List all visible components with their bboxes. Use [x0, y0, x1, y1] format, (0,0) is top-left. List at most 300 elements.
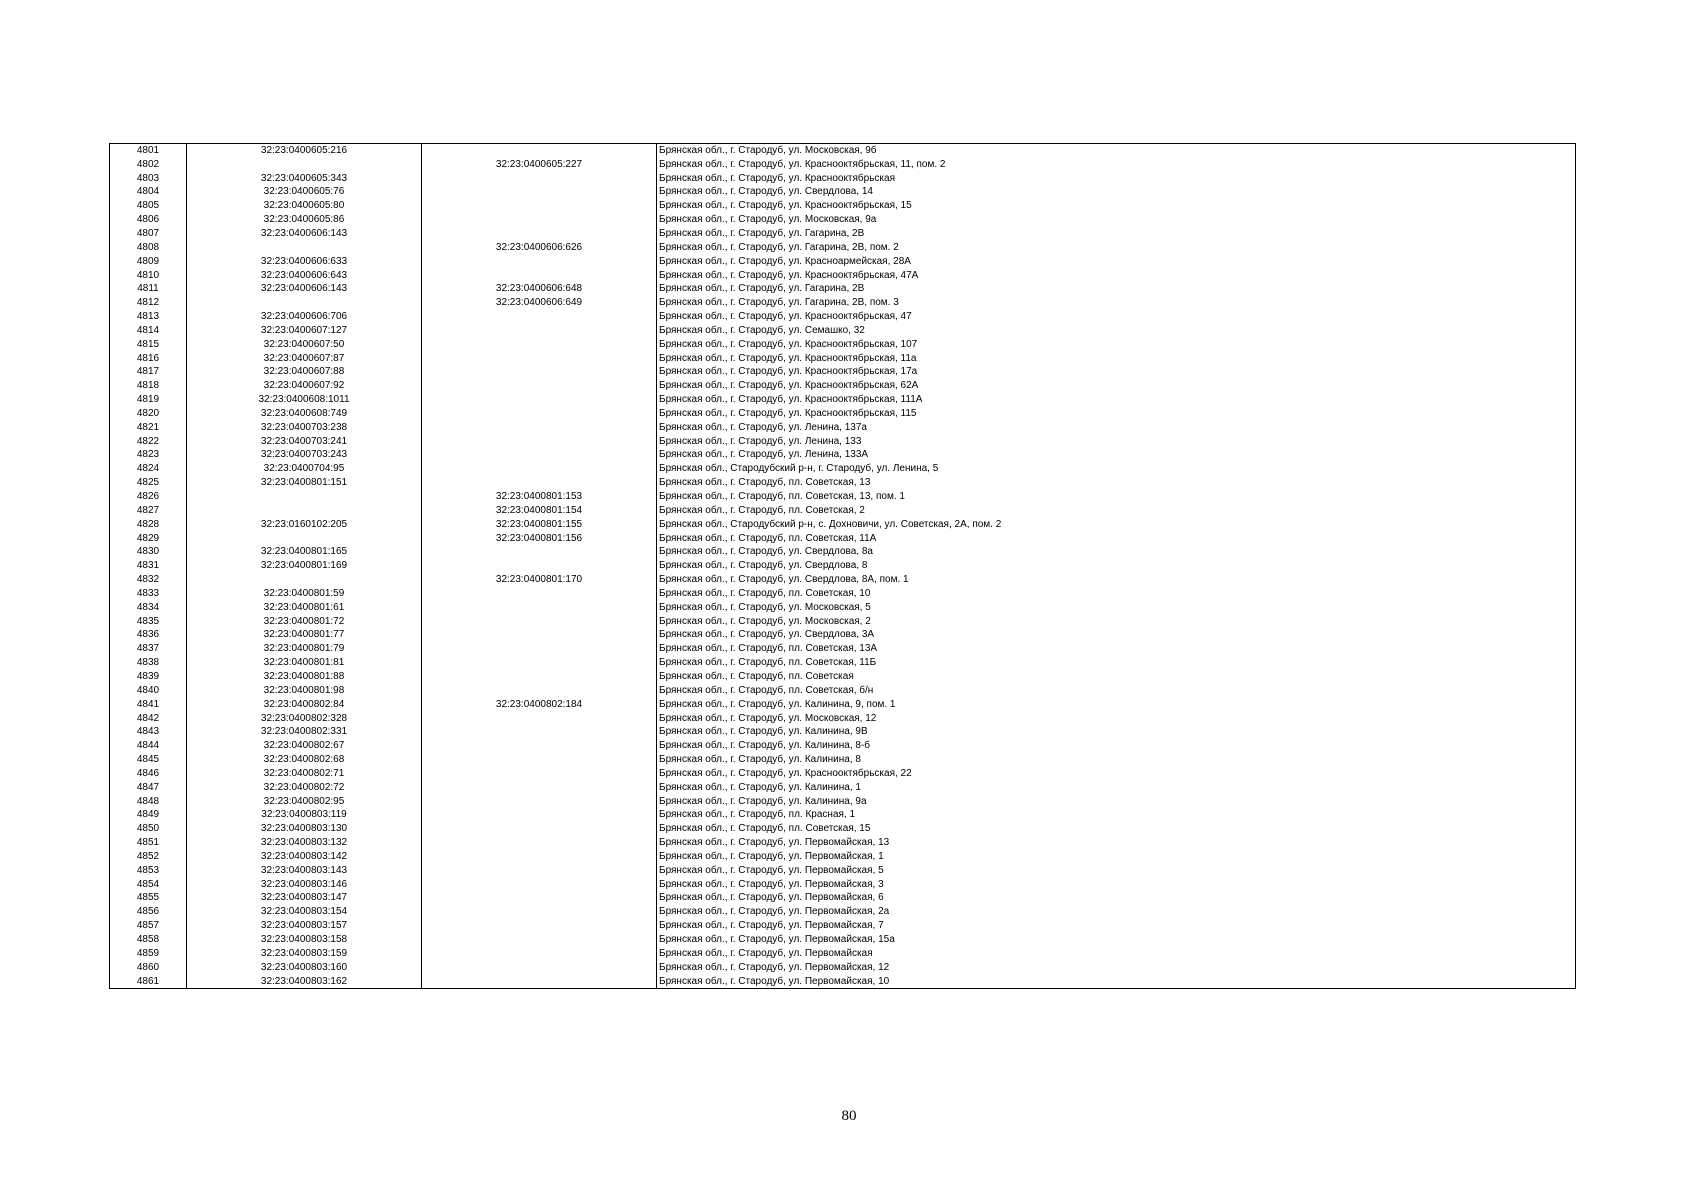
address-cell: Брянская обл., Стародубский р-н, с. Дохновичи, ул. Советская, 2А, пом. 2	[657, 518, 1576, 532]
linked-cadastral-number-cell	[422, 642, 657, 656]
address-cell: Брянская обл., г. Стародуб, ул. Краснооктябрьская, 11, пом. 2	[657, 158, 1576, 172]
table-row	[110, 476, 1576, 490]
cadastral-number-cell: 32:23:0400606:706	[187, 310, 422, 324]
row-number-cell: 4852	[110, 850, 187, 864]
address-cell: Брянская обл., г. Стародуб, ул. Калинина, 9а	[657, 795, 1576, 809]
table-row	[110, 186, 1576, 200]
row-number-cell: 4810	[110, 269, 187, 283]
registry-body	[110, 144, 1576, 989]
address-cell: Брянская обл., г. Стародуб, ул. Гагарина, 2В, пом. 3	[657, 296, 1576, 310]
linked-cadastral-number-cell	[422, 449, 657, 463]
address-cell: Брянская обл., г. Стародуб, ул. Свердлова, 8А, пом. 1	[657, 573, 1576, 587]
address-cell: Брянская обл., г. Стародуб, ул. Краснооктябрьская	[657, 172, 1576, 186]
cadastral-number-cell: 32:23:0400802:328	[187, 712, 422, 726]
row-number-cell: 4842	[110, 712, 187, 726]
address-cell: Брянская обл., г. Стародуб, ул. Калинина, 8	[657, 753, 1576, 767]
row-number-cell: 4812	[110, 296, 187, 310]
cadastral-number-cell	[187, 490, 422, 504]
cadastral-number-cell: 32:23:0400803:160	[187, 961, 422, 975]
row-number-cell: 4813	[110, 310, 187, 324]
table-row	[110, 795, 1576, 809]
address-cell: Брянская обл., г. Стародуб, пл. Советская, 11А	[657, 532, 1576, 546]
table-row	[110, 587, 1576, 601]
cadastral-number-cell: 32:23:0400607:88	[187, 366, 422, 380]
table-row	[110, 449, 1576, 463]
row-number-cell: 4805	[110, 199, 187, 213]
row-number-cell: 4820	[110, 407, 187, 421]
table-row	[110, 462, 1576, 476]
row-number-cell: 4802	[110, 158, 187, 172]
cadastral-number-cell: 32:23:0400803:157	[187, 919, 422, 933]
address-cell: Брянская обл., г. Стародуб, ул. Краснооктябрьская, 62А	[657, 379, 1576, 393]
row-number-cell: 4821	[110, 421, 187, 435]
table-row	[110, 324, 1576, 338]
address-cell: Брянская обл., г. Стародуб, ул. Гагарина, 2В	[657, 282, 1576, 296]
linked-cadastral-number-cell	[422, 366, 657, 380]
row-number-cell: 4803	[110, 172, 187, 186]
address-cell: Брянская обл., г. Стародуб, ул. Семашко, 32	[657, 324, 1576, 338]
linked-cadastral-number-cell	[422, 587, 657, 601]
table-row	[110, 642, 1576, 656]
table-row	[110, 947, 1576, 961]
row-number-cell: 4843	[110, 725, 187, 739]
row-number-cell: 4824	[110, 462, 187, 476]
cadastral-number-cell: 32:23:0400605:216	[187, 144, 422, 158]
row-number-cell: 4811	[110, 282, 187, 296]
linked-cadastral-number-cell: 32:23:0400606:649	[422, 296, 657, 310]
linked-cadastral-number-cell	[422, 712, 657, 726]
linked-cadastral-number-cell	[422, 919, 657, 933]
linked-cadastral-number-cell	[422, 462, 657, 476]
row-number-cell: 4851	[110, 836, 187, 850]
row-number-cell: 4833	[110, 587, 187, 601]
row-number-cell: 4832	[110, 573, 187, 587]
table-row	[110, 504, 1576, 518]
cadastral-number-cell: 32:23:0400801:72	[187, 615, 422, 629]
cadastral-number-cell: 32:23:0400802:68	[187, 753, 422, 767]
table-row	[110, 767, 1576, 781]
linked-cadastral-number-cell	[422, 421, 657, 435]
row-number-cell: 4850	[110, 822, 187, 836]
linked-cadastral-number-cell	[422, 878, 657, 892]
cadastral-number-cell: 32:23:0400801:81	[187, 656, 422, 670]
cadastral-number-cell: 32:23:0400703:243	[187, 449, 422, 463]
table-row	[110, 698, 1576, 712]
linked-cadastral-number-cell	[422, 393, 657, 407]
cadastral-number-cell: 32:23:0400803:143	[187, 864, 422, 878]
cadastral-number-cell: 32:23:0400801:169	[187, 559, 422, 573]
cadastral-number-cell: 32:23:0400802:71	[187, 767, 422, 781]
linked-cadastral-number-cell	[422, 435, 657, 449]
table-row	[110, 753, 1576, 767]
table-row	[110, 601, 1576, 615]
address-cell: Брянская обл., г. Стародуб, ул. Калинина, 8-б	[657, 739, 1576, 753]
row-number-cell: 4861	[110, 975, 187, 989]
linked-cadastral-number-cell	[422, 947, 657, 961]
address-cell: Брянская обл., г. Стародуб, ул. Калинина, 9, пом. 1	[657, 698, 1576, 712]
linked-cadastral-number-cell: 32:23:0400606:626	[422, 241, 657, 255]
linked-cadastral-number-cell	[422, 559, 657, 573]
table-row	[110, 532, 1576, 546]
linked-cadastral-number-cell	[422, 379, 657, 393]
linked-cadastral-number-cell	[422, 864, 657, 878]
row-number-cell: 4806	[110, 213, 187, 227]
cadastral-number-cell: 32:23:0400607:127	[187, 324, 422, 338]
linked-cadastral-number-cell	[422, 850, 657, 864]
linked-cadastral-number-cell: 32:23:0400801:156	[422, 532, 657, 546]
row-number-cell: 4830	[110, 545, 187, 559]
linked-cadastral-number-cell	[422, 961, 657, 975]
table-row	[110, 961, 1576, 975]
cadastral-number-cell: 32:23:0400608:749	[187, 407, 422, 421]
linked-cadastral-number-cell	[422, 795, 657, 809]
address-cell: Брянская обл., г. Стародуб, ул. Первомайская, 1	[657, 850, 1576, 864]
cadastral-number-cell: 32:23:0400606:143	[187, 227, 422, 241]
cadastral-number-cell: 32:23:0400803:147	[187, 892, 422, 906]
address-cell: Брянская обл., г. Стародуб, ул. Первомайская, 6	[657, 892, 1576, 906]
linked-cadastral-number-cell	[422, 767, 657, 781]
address-cell: Брянская обл., г. Стародуб, пл. Советская	[657, 670, 1576, 684]
linked-cadastral-number-cell	[422, 684, 657, 698]
table-row	[110, 379, 1576, 393]
cadastral-number-cell: 32:23:0400605:86	[187, 213, 422, 227]
table-row	[110, 310, 1576, 324]
row-number-cell: 4829	[110, 532, 187, 546]
cadastral-number-cell: 32:23:0400803:146	[187, 878, 422, 892]
row-number-cell: 4849	[110, 809, 187, 823]
linked-cadastral-number-cell	[422, 324, 657, 338]
table-row	[110, 573, 1576, 587]
address-cell: Брянская обл., г. Стародуб, ул. Московская, 9б	[657, 144, 1576, 158]
linked-cadastral-number-cell	[422, 905, 657, 919]
cadastral-number-cell: 32:23:0400803:162	[187, 975, 422, 989]
table-row	[110, 213, 1576, 227]
row-number-cell: 4856	[110, 905, 187, 919]
table-row	[110, 144, 1576, 158]
cadastral-number-cell: 32:23:0400803:130	[187, 822, 422, 836]
linked-cadastral-number-cell: 32:23:0400802:184	[422, 698, 657, 712]
address-cell: Брянская обл., г. Стародуб, ул. Ленина, 133А	[657, 449, 1576, 463]
row-number-cell: 4828	[110, 518, 187, 532]
address-cell: Брянская обл., г. Стародуб, пл. Советская, 13А	[657, 642, 1576, 656]
table-row	[110, 158, 1576, 172]
cadastral-number-cell: 32:23:0400606:143	[187, 282, 422, 296]
linked-cadastral-number-cell	[422, 352, 657, 366]
table-row	[110, 407, 1576, 421]
row-number-cell: 4837	[110, 642, 187, 656]
address-cell: Брянская обл., г. Стародуб, ул. Первомайская, 3	[657, 878, 1576, 892]
table-row	[110, 559, 1576, 573]
cadastral-number-cell: 32:23:0400803:154	[187, 905, 422, 919]
linked-cadastral-number-cell: 32:23:0400801:155	[422, 518, 657, 532]
table-row	[110, 545, 1576, 559]
table-row	[110, 282, 1576, 296]
address-cell: Брянская обл., г. Стародуб, пл. Советская, 15	[657, 822, 1576, 836]
cadastral-number-cell: 32:23:0400606:643	[187, 269, 422, 283]
row-number-cell: 4838	[110, 656, 187, 670]
cadastral-number-cell: 32:23:0400801:77	[187, 629, 422, 643]
cadastral-number-cell: 32:23:0400802:72	[187, 781, 422, 795]
address-cell: Брянская обл., г. Стародуб, пл. Советская, 10	[657, 587, 1576, 601]
row-number-cell: 4825	[110, 476, 187, 490]
linked-cadastral-number-cell	[422, 739, 657, 753]
table-row	[110, 975, 1576, 989]
table-row	[110, 241, 1576, 255]
cadastral-number-cell: 32:23:0400803:119	[187, 809, 422, 823]
address-cell: Брянская обл., г. Стародуб, ул. Ленина, 133	[657, 435, 1576, 449]
table-row	[110, 933, 1576, 947]
linked-cadastral-number-cell	[422, 338, 657, 352]
table-row	[110, 725, 1576, 739]
row-number-cell: 4809	[110, 255, 187, 269]
linked-cadastral-number-cell	[422, 975, 657, 989]
row-number-cell: 4836	[110, 629, 187, 643]
row-number-cell: 4841	[110, 698, 187, 712]
address-cell: Брянская обл., г. Стародуб, пл. Советская, 2	[657, 504, 1576, 518]
linked-cadastral-number-cell	[422, 172, 657, 186]
table-row	[110, 892, 1576, 906]
table-row	[110, 227, 1576, 241]
table-row	[110, 393, 1576, 407]
address-cell: Брянская обл., г. Стародуб, ул. Первомайская, 10	[657, 975, 1576, 989]
row-number-cell: 4858	[110, 933, 187, 947]
address-cell: Брянская обл., г. Стародуб, ул. Гагарина, 2В	[657, 227, 1576, 241]
row-number-cell: 4826	[110, 490, 187, 504]
table-row	[110, 850, 1576, 864]
table-row	[110, 269, 1576, 283]
row-number-cell: 4846	[110, 767, 187, 781]
address-cell: Брянская обл., г. Стародуб, ул. Первомайская, 13	[657, 836, 1576, 850]
table-row	[110, 822, 1576, 836]
cadastral-number-cell: 32:23:0400607:50	[187, 338, 422, 352]
address-cell: Брянская обл., г. Стародуб, ул. Свердлова, 3А	[657, 629, 1576, 643]
row-number-cell: 4818	[110, 379, 187, 393]
row-number-cell: 4804	[110, 186, 187, 200]
row-number-cell: 4835	[110, 615, 187, 629]
row-number-cell: 4801	[110, 144, 187, 158]
address-cell: Брянская обл., г. Стародуб, ул. Первомайская, 15а	[657, 933, 1576, 947]
linked-cadastral-number-cell	[422, 255, 657, 269]
cadastral-number-cell: 32:23:0400606:633	[187, 255, 422, 269]
cadastral-number-cell: 32:23:0400801:61	[187, 601, 422, 615]
table-row	[110, 629, 1576, 643]
cadastral-number-cell: 32:23:0400607:92	[187, 379, 422, 393]
linked-cadastral-number-cell	[422, 213, 657, 227]
cadastral-number-cell: 32:23:0400802:95	[187, 795, 422, 809]
table-row	[110, 172, 1576, 186]
row-number-cell: 4819	[110, 393, 187, 407]
linked-cadastral-number-cell	[422, 822, 657, 836]
cadastral-number-cell	[187, 296, 422, 310]
address-cell: Брянская обл., г. Стародуб, ул. Краснооктябрьская, 115	[657, 407, 1576, 421]
cadastral-number-cell: 32:23:0400605:80	[187, 199, 422, 213]
table-row	[110, 366, 1576, 380]
cadastral-number-cell: 32:23:0400703:241	[187, 435, 422, 449]
cadastral-number-cell: 32:23:0400803:132	[187, 836, 422, 850]
row-number-cell: 4822	[110, 435, 187, 449]
table-row	[110, 878, 1576, 892]
table-row	[110, 684, 1576, 698]
address-cell: Брянская обл., г. Стародуб, ул. Первомайская, 7	[657, 919, 1576, 933]
address-cell: Брянская обл., г. Стародуб, ул. Краснооктябрьская, 107	[657, 338, 1576, 352]
address-cell: Брянская обл., г. Стародуб, ул. Краснооктябрьская, 47	[657, 310, 1576, 324]
cadastral-number-cell	[187, 158, 422, 172]
address-cell: Брянская обл., г. Стародуб, ул. Свердлова, 14	[657, 186, 1576, 200]
table-row	[110, 739, 1576, 753]
address-cell: Брянская обл., г. Стародуб, ул. Первомайская, 2а	[657, 905, 1576, 919]
table-row	[110, 435, 1576, 449]
table-row	[110, 781, 1576, 795]
cadastral-number-cell: 32:23:0400703:238	[187, 421, 422, 435]
table-row	[110, 518, 1576, 532]
linked-cadastral-number-cell	[422, 725, 657, 739]
address-cell: Брянская обл., г. Стародуб, ул. Краснооктябрьская, 22	[657, 767, 1576, 781]
address-cell: Брянская обл., г. Стародуб, ул. Московская, 9а	[657, 213, 1576, 227]
address-cell: Брянская обл., г. Стародуб, ул. Московская, 2	[657, 615, 1576, 629]
cadastral-number-cell: 32:23:0400802:67	[187, 739, 422, 753]
address-cell: Брянская обл., г. Стародуб, ул. Московская, 12	[657, 712, 1576, 726]
linked-cadastral-number-cell	[422, 753, 657, 767]
cadastral-number-cell: 32:23:0400802:84	[187, 698, 422, 712]
registry-table	[109, 143, 1576, 989]
address-cell: Брянская обл., г. Стародуб, пл. Советская, 13	[657, 476, 1576, 490]
page-number: 80	[841, 1108, 857, 1124]
linked-cadastral-number-cell	[422, 227, 657, 241]
linked-cadastral-number-cell: 32:23:0400801:170	[422, 573, 657, 587]
row-number-cell: 4859	[110, 947, 187, 961]
table-row	[110, 615, 1576, 629]
row-number-cell: 4847	[110, 781, 187, 795]
row-number-cell: 4808	[110, 241, 187, 255]
row-number-cell: 4839	[110, 670, 187, 684]
linked-cadastral-number-cell	[422, 407, 657, 421]
row-number-cell: 4814	[110, 324, 187, 338]
cadastral-number-cell	[187, 573, 422, 587]
cadastral-number-cell: 32:23:0400607:87	[187, 352, 422, 366]
row-number-cell: 4816	[110, 352, 187, 366]
cadastral-number-cell: 32:23:0400803:142	[187, 850, 422, 864]
table-row	[110, 809, 1576, 823]
row-number-cell: 4807	[110, 227, 187, 241]
table-row	[110, 421, 1576, 435]
linked-cadastral-number-cell	[422, 144, 657, 158]
row-number-cell: 4827	[110, 504, 187, 518]
cadastral-number-cell: 32:23:0400801:79	[187, 642, 422, 656]
row-number-cell: 4823	[110, 449, 187, 463]
linked-cadastral-number-cell	[422, 809, 657, 823]
cadastral-number-cell: 32:23:0400704:95	[187, 462, 422, 476]
cadastral-number-cell: 32:23:0400803:158	[187, 933, 422, 947]
linked-cadastral-number-cell	[422, 892, 657, 906]
address-cell: Брянская обл., г. Стародуб, ул. Краснооктябрьская, 17а	[657, 366, 1576, 380]
address-cell: Брянская обл., г. Стародуб, ул. Гагарина, 2В, пом. 2	[657, 241, 1576, 255]
address-cell: Брянская обл., г. Стародуб, ул. Калинина, 9В	[657, 725, 1576, 739]
cadastral-number-cell: 32:23:0400801:59	[187, 587, 422, 601]
cadastral-number-cell: 32:23:0400803:159	[187, 947, 422, 961]
linked-cadastral-number-cell	[422, 781, 657, 795]
linked-cadastral-number-cell	[422, 199, 657, 213]
linked-cadastral-number-cell	[422, 269, 657, 283]
row-number-cell: 4855	[110, 892, 187, 906]
address-cell: Брянская обл., г. Стародуб, ул. Свердлова, 8а	[657, 545, 1576, 559]
address-cell: Брянская обл., г. Стародуб, пл. Красная, 1	[657, 809, 1576, 823]
table-row	[110, 199, 1576, 213]
row-number-cell: 4845	[110, 753, 187, 767]
table-row	[110, 670, 1576, 684]
linked-cadastral-number-cell	[422, 615, 657, 629]
linked-cadastral-number-cell	[422, 836, 657, 850]
linked-cadastral-number-cell	[422, 186, 657, 200]
linked-cadastral-number-cell: 32:23:0400801:154	[422, 504, 657, 518]
table-row	[110, 919, 1576, 933]
address-cell: Брянская обл., г. Стародуб, ул. Красноармейская, 28А	[657, 255, 1576, 269]
cadastral-number-cell: 32:23:0400801:98	[187, 684, 422, 698]
address-cell: Брянская обл., г. Стародуб, ул. Краснооктябрьская, 111А	[657, 393, 1576, 407]
row-number-cell: 4831	[110, 559, 187, 573]
table-row	[110, 836, 1576, 850]
row-number-cell: 4844	[110, 739, 187, 753]
cadastral-number-cell: 32:23:0400605:76	[187, 186, 422, 200]
row-number-cell: 4834	[110, 601, 187, 615]
linked-cadastral-number-cell	[422, 670, 657, 684]
linked-cadastral-number-cell	[422, 545, 657, 559]
table-row	[110, 296, 1576, 310]
row-number-cell: 4860	[110, 961, 187, 975]
cadastral-number-cell: 32:23:0400605:343	[187, 172, 422, 186]
row-number-cell: 4853	[110, 864, 187, 878]
row-number-cell: 4817	[110, 366, 187, 380]
linked-cadastral-number-cell	[422, 601, 657, 615]
linked-cadastral-number-cell	[422, 656, 657, 670]
address-cell: Брянская обл., г. Стародуб, ул. Первомайская, 12	[657, 961, 1576, 975]
address-cell: Брянская обл., г. Стародуб, ул. Краснооктябрьская, 11а	[657, 352, 1576, 366]
address-cell: Брянская обл., г. Стародуб, пл. Советская, б/н	[657, 684, 1576, 698]
address-cell: Брянская обл., г. Стародуб, ул. Свердлова, 8	[657, 559, 1576, 573]
table-row	[110, 864, 1576, 878]
table-row	[110, 255, 1576, 269]
linked-cadastral-number-cell	[422, 476, 657, 490]
cadastral-number-cell: 32:23:0400801:88	[187, 670, 422, 684]
table-row	[110, 905, 1576, 919]
linked-cadastral-number-cell	[422, 310, 657, 324]
row-number-cell: 4815	[110, 338, 187, 352]
cadastral-number-cell: 32:23:0400802:331	[187, 725, 422, 739]
cadastral-number-cell	[187, 504, 422, 518]
cadastral-number-cell	[187, 532, 422, 546]
cadastral-number-cell: 32:23:0400608:1011	[187, 393, 422, 407]
cadastral-number-cell: 32:23:0400801:165	[187, 545, 422, 559]
linked-cadastral-number-cell	[422, 629, 657, 643]
address-cell: Брянская обл., Стародубский р-н, г. Стародуб, ул. Ленина, 5	[657, 462, 1576, 476]
table-row	[110, 352, 1576, 366]
address-cell: Брянская обл., г. Стародуб, ул. Первомайская	[657, 947, 1576, 961]
cadastral-number-cell: 32:23:0160102:205	[187, 518, 422, 532]
row-number-cell: 4854	[110, 878, 187, 892]
linked-cadastral-number-cell: 32:23:0400801:153	[422, 490, 657, 504]
row-number-cell: 4848	[110, 795, 187, 809]
cadastral-number-cell	[187, 241, 422, 255]
address-cell: Брянская обл., г. Стародуб, ул. Краснооктябрьская, 15	[657, 199, 1576, 213]
table-row	[110, 656, 1576, 670]
cadastral-number-cell: 32:23:0400801:151	[187, 476, 422, 490]
address-cell: Брянская обл., г. Стародуб, пл. Советская, 11Б	[657, 656, 1576, 670]
address-cell: Брянская обл., г. Стародуб, пл. Советская, 13, пом. 1	[657, 490, 1576, 504]
address-cell: Брянская обл., г. Стародуб, ул. Ленина, 137а	[657, 421, 1576, 435]
address-cell: Брянская обл., г. Стародуб, ул. Первомайская, 5	[657, 864, 1576, 878]
linked-cadastral-number-cell: 32:23:0400606:648	[422, 282, 657, 296]
table-row	[110, 712, 1576, 726]
table-row	[110, 490, 1576, 504]
